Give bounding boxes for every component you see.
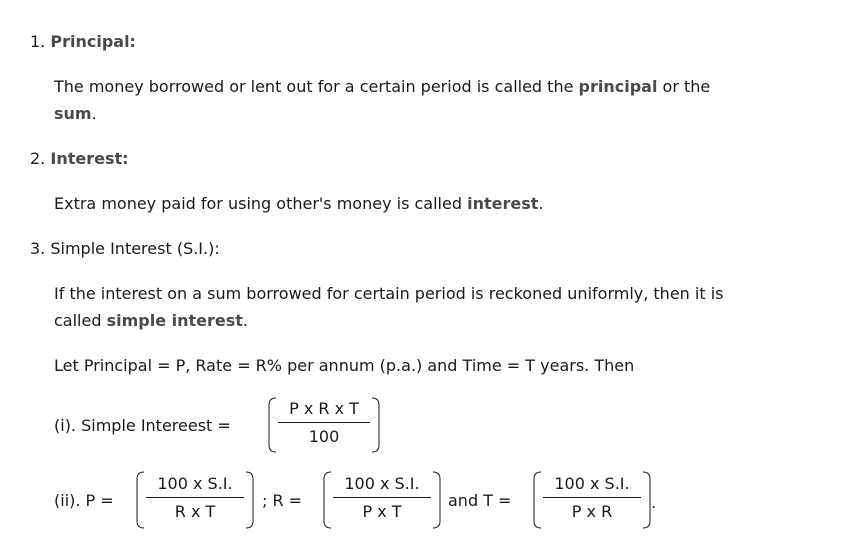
right-paren bbox=[370, 397, 380, 453]
p-denominator: R x T bbox=[174, 502, 216, 521]
r-numerator: 100 x S.I. bbox=[344, 474, 420, 493]
p-formula-label: (ii). P = bbox=[54, 491, 114, 510]
section-number: 3. bbox=[30, 239, 46, 258]
body-text: or the bbox=[657, 77, 711, 96]
section-1-line-2 bbox=[54, 104, 97, 123]
section-3-line-1 bbox=[54, 284, 723, 303]
right-paren bbox=[244, 471, 254, 529]
term-sum: sum bbox=[54, 104, 92, 123]
si-formula-label: (i). Simple Intereest = bbox=[54, 416, 231, 435]
body-text: . bbox=[538, 194, 544, 213]
let-statement: Let Principal = P, Rate = R% per annum (p.a.) and Time = T years. Then bbox=[54, 356, 635, 375]
section-2-line-1 bbox=[54, 194, 543, 213]
left-paren bbox=[533, 471, 543, 529]
si-fraction bbox=[278, 398, 370, 447]
t-formula-label: and T = bbox=[448, 491, 512, 510]
section-3-line-2 bbox=[54, 311, 248, 330]
body-text: . bbox=[242, 311, 248, 330]
section-2-heading bbox=[30, 149, 129, 168]
section-1-line-1 bbox=[54, 77, 710, 96]
term-simple-interest: simple interest bbox=[106, 311, 243, 330]
fraction-bar bbox=[333, 497, 431, 498]
term-principal: principal bbox=[578, 77, 658, 96]
p-numerator: 100 x S.I. bbox=[157, 474, 233, 493]
body-text: Extra money paid for using other's money is called bbox=[54, 194, 468, 213]
section-title: Principal: bbox=[50, 32, 136, 51]
left-paren bbox=[323, 471, 333, 529]
body-text: called bbox=[54, 311, 107, 330]
section-1-heading bbox=[30, 32, 136, 51]
si-numerator: P x R x T bbox=[289, 399, 359, 418]
section-number: 2. bbox=[30, 149, 46, 168]
left-paren bbox=[136, 471, 146, 529]
left-paren bbox=[268, 397, 278, 453]
fraction-bar bbox=[543, 497, 641, 498]
fraction-bar bbox=[146, 497, 244, 498]
r-formula-label: ; R = bbox=[262, 491, 303, 510]
t-denominator: P x R bbox=[571, 502, 613, 521]
body-text: If the interest on a sum borrowed for certain period is reckoned uniformly, then it is bbox=[54, 284, 724, 303]
r-fraction bbox=[333, 473, 431, 522]
section-title: Simple Interest (S.I.): bbox=[50, 239, 220, 258]
t-fraction bbox=[543, 473, 641, 522]
body-text: . bbox=[91, 104, 97, 123]
right-paren bbox=[641, 471, 651, 529]
term-interest: interest bbox=[467, 194, 539, 213]
body-text: The money borrowed or lent out for a certain period is called the bbox=[54, 77, 579, 96]
formula-end-period: . bbox=[651, 493, 657, 512]
t-numerator: 100 x S.I. bbox=[554, 474, 630, 493]
fraction-bar bbox=[278, 422, 370, 423]
p-fraction bbox=[146, 473, 244, 522]
r-denominator: P x T bbox=[362, 502, 402, 521]
si-denominator: 100 bbox=[308, 427, 340, 446]
section-3-heading bbox=[30, 239, 220, 258]
section-number: 1. bbox=[30, 32, 46, 51]
right-paren bbox=[431, 471, 441, 529]
section-title: Interest: bbox=[50, 149, 129, 168]
